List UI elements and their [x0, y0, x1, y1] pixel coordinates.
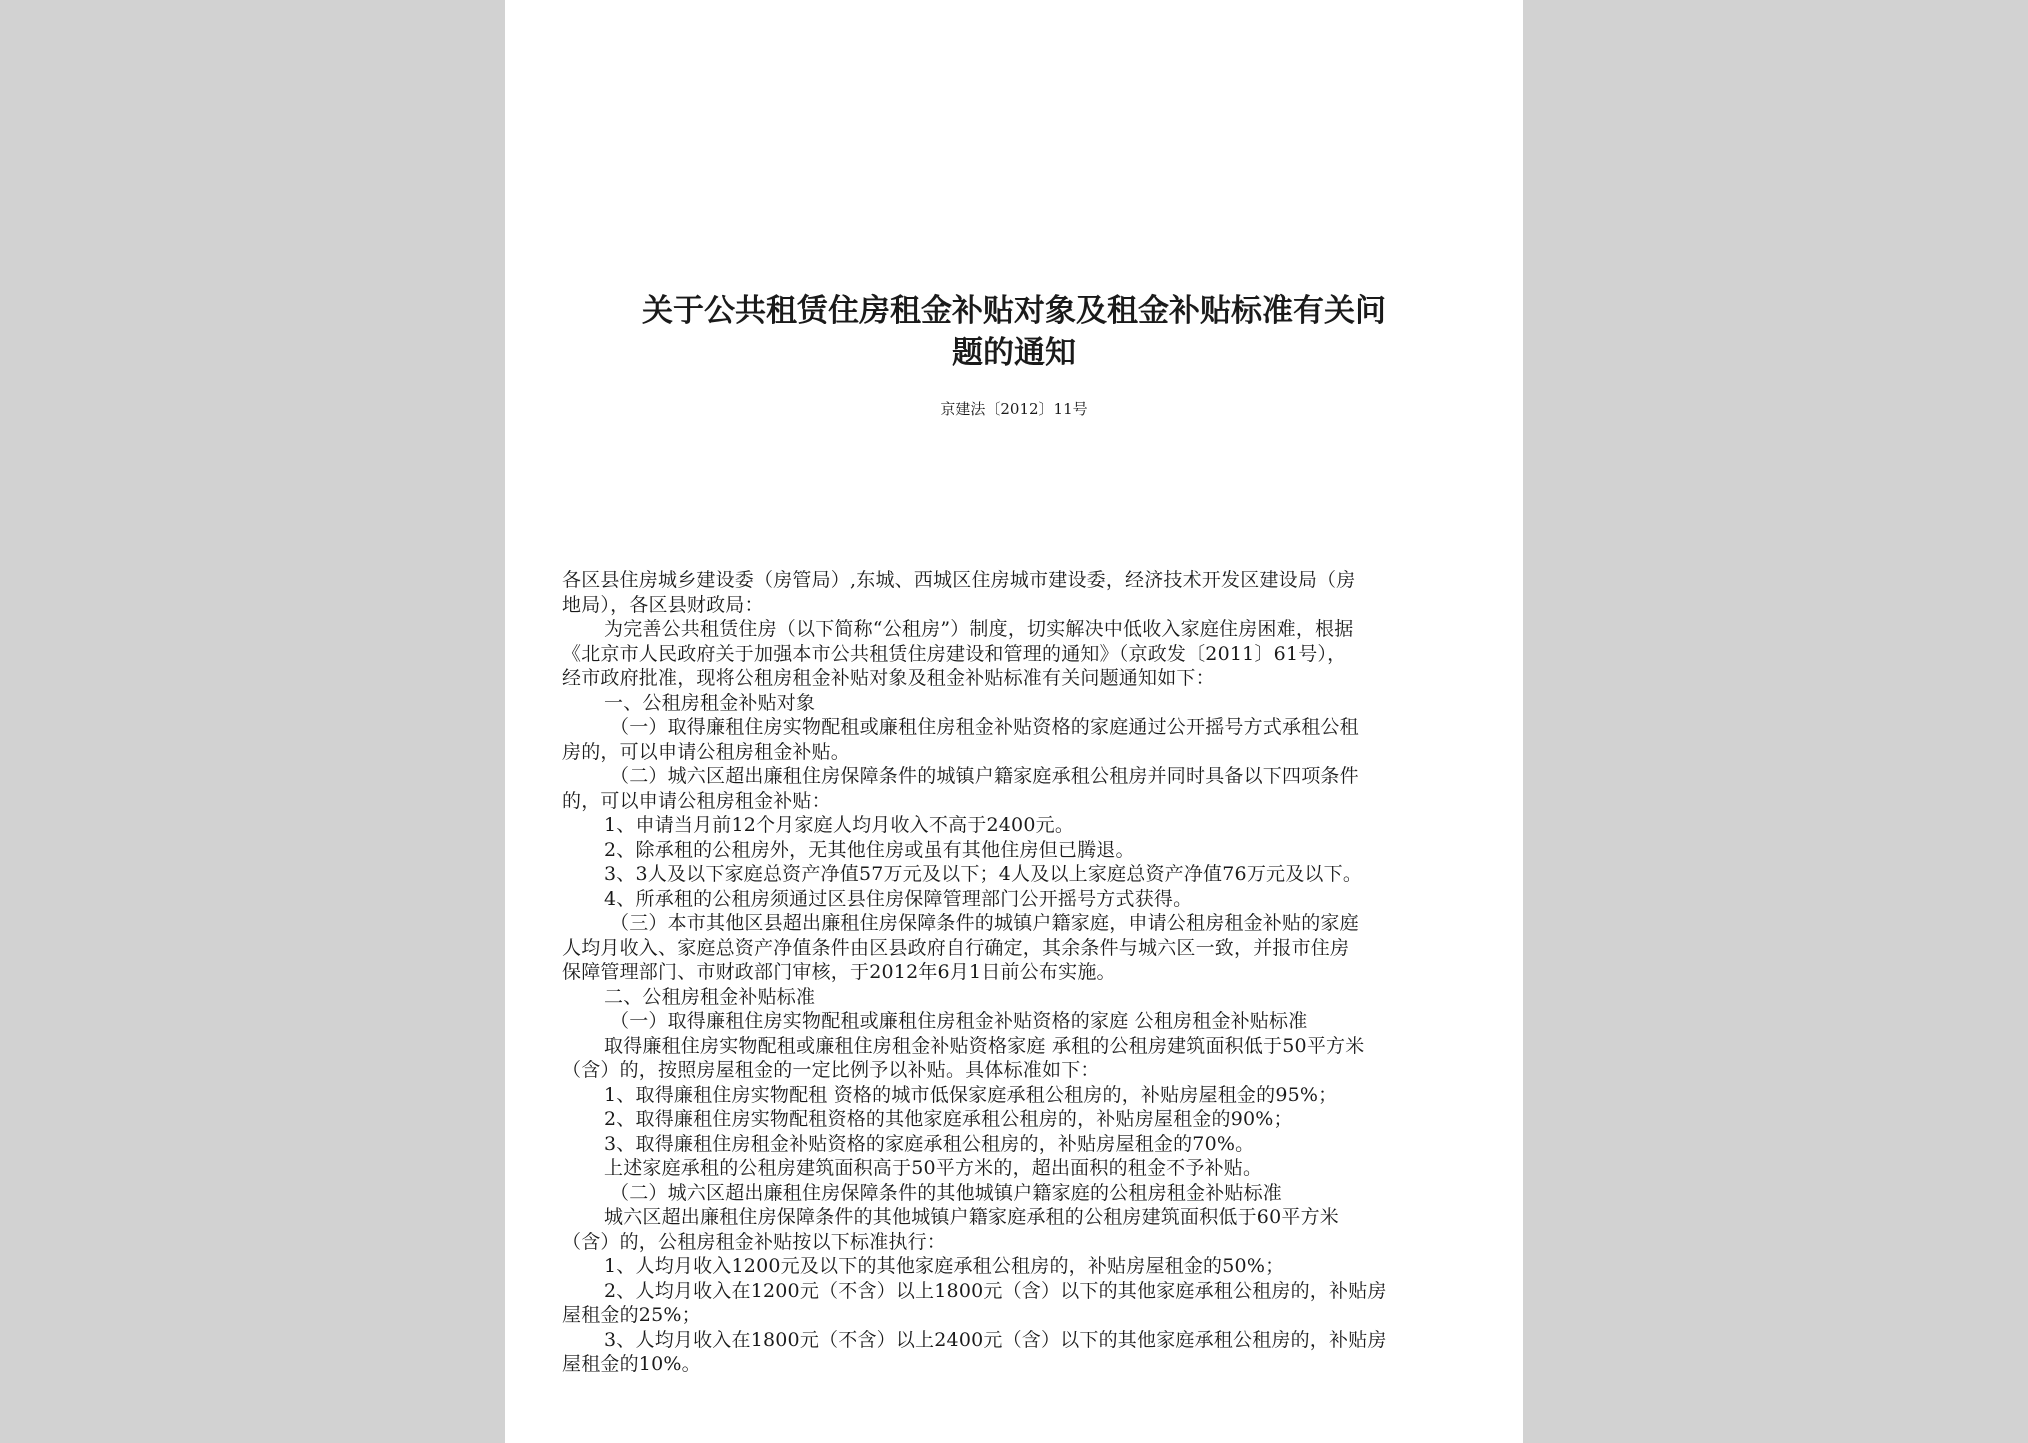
document-body	[562, 568, 1468, 1377]
body-line: 2、取得廉租住房实物配租资格的其他家庭承租公租房的，补贴房屋租金的90%；	[604, 1108, 1293, 1130]
body-line: （二）城六区超出廉租住房保障条件的城镇户籍家庭承租公租房并同时具备以下四项条件	[610, 765, 1359, 787]
body-line: 的，可以申请公租房租金补贴：	[562, 789, 831, 812]
body-line: 上述家庭承租的公租房建筑面积高于50平方米的，超出面积的租金不予补贴。	[604, 1157, 1263, 1179]
body-line: 地局），各区县财政局：	[562, 593, 764, 616]
body-line: 2、人均月收入在1200元（不含）以上1800元（含）以下的其他家庭承租公租房的，补贴房	[604, 1279, 1387, 1302]
document-number: 京建法〔2012〕11号	[940, 400, 1088, 418]
title-line: 题的通知	[952, 335, 1076, 371]
body-line: 房的，可以申请公租房租金补贴。	[562, 740, 851, 763]
body-line: 3、人均月收入在1800元（不含）以上2400元（含）以下的其他家庭承租公租房的，补贴房	[604, 1328, 1387, 1351]
body-line: 经市政府批准，现将公租房租金补贴对象及租金补贴标准有关问题通知如下：	[562, 667, 1215, 689]
document-title	[565, 290, 1463, 374]
body-line: （一）取得廉租住房实物配租或廉租住房租金补贴资格的家庭通过公开摇号方式承租公租	[610, 716, 1359, 738]
body-line: （含）的，公租房租金补贴按以下标准执行：	[562, 1230, 947, 1253]
body-line: 2、除承租的公租房外，无其他住房或虽有其他住房但已腾退。	[604, 838, 1135, 861]
body-line: 一、公租房租金补贴对象	[604, 691, 816, 714]
body-line: 保障管理部门、市财政部门审核，于2012年6月1日前公布实施。	[562, 961, 1116, 983]
body-line: 屋租金的25%；	[562, 1304, 701, 1326]
body-line: 1、人均月收入1200元及以下的其他家庭承租公租房的，补贴房屋租金的50%；	[604, 1255, 1285, 1277]
body-line: （二）城六区超出廉租住房保障条件的其他城镇户籍家庭的公租房租金补贴标准	[610, 1181, 1283, 1204]
body-line: （含）的，按照房屋租金的一定比例予以补贴。具体标准如下：	[562, 1059, 1100, 1081]
body-line: 城六区超出廉租住房保障条件的其他城镇户籍家庭承租的公租房建筑面积低于60平方米	[604, 1206, 1339, 1228]
body-line: 取得廉租住房实物配租或廉租住房租金补贴资格家庭 承租的公租房建筑面积低于50平方米	[604, 1034, 1365, 1057]
body-line: 各区县住房城乡建设委（房管局）,东城、西城区住房城市建设委，经济技术开发区建设局（房	[562, 569, 1356, 591]
document-page	[505, 0, 1523, 1443]
body-line: （一）取得廉租住房实物配租或廉租住房租金补贴资格的家庭 公租房租金补贴标准	[610, 1010, 1308, 1032]
title-line: 关于公共租赁住房租金补贴对象及租金补贴标准有关问	[642, 293, 1386, 329]
body-line: 3、取得廉租住房租金补贴资格的家庭承租公租房的，补贴房屋租金的70%。	[604, 1132, 1255, 1155]
body-line: 为完善公共租赁住房（以下简称“公租房”）制度，切实解决中低收入家庭住房困难，根据	[604, 618, 1354, 640]
body-line: （三）本市其他区县超出廉租住房保障条件的城镇户籍家庭，申请公租房租金补贴的家庭	[610, 912, 1359, 934]
body-line: 屋租金的10%。	[562, 1353, 701, 1375]
body-line: 二、公租房租金补贴标准	[604, 985, 816, 1008]
body-line: 人均月收入、家庭总资产净值条件由区县政府自行确定，其余条件与城六区一致，并报市住房	[562, 936, 1350, 959]
body-line: 4、所承租的公租房须通过区县住房保障管理部门公开摇号方式获得。	[604, 887, 1193, 910]
body-line: 《北京市人民政府关于加强本市公共租赁住房建设和管理的通知》（京政发〔2011〕61号），	[562, 642, 1347, 665]
body-line: 1、申请当月前12个月家庭人均月收入不高于2400元。	[604, 814, 1075, 836]
body-line: 1、取得廉租住房实物配租 资格的城市低保家庭承租公租房的，补贴房屋租金的95%；	[604, 1083, 1338, 1106]
body-line: 3、3人及以下家庭总资产净值57万元及以下；4人及以上家庭总资产净值76万元及以下。	[604, 863, 1363, 885]
